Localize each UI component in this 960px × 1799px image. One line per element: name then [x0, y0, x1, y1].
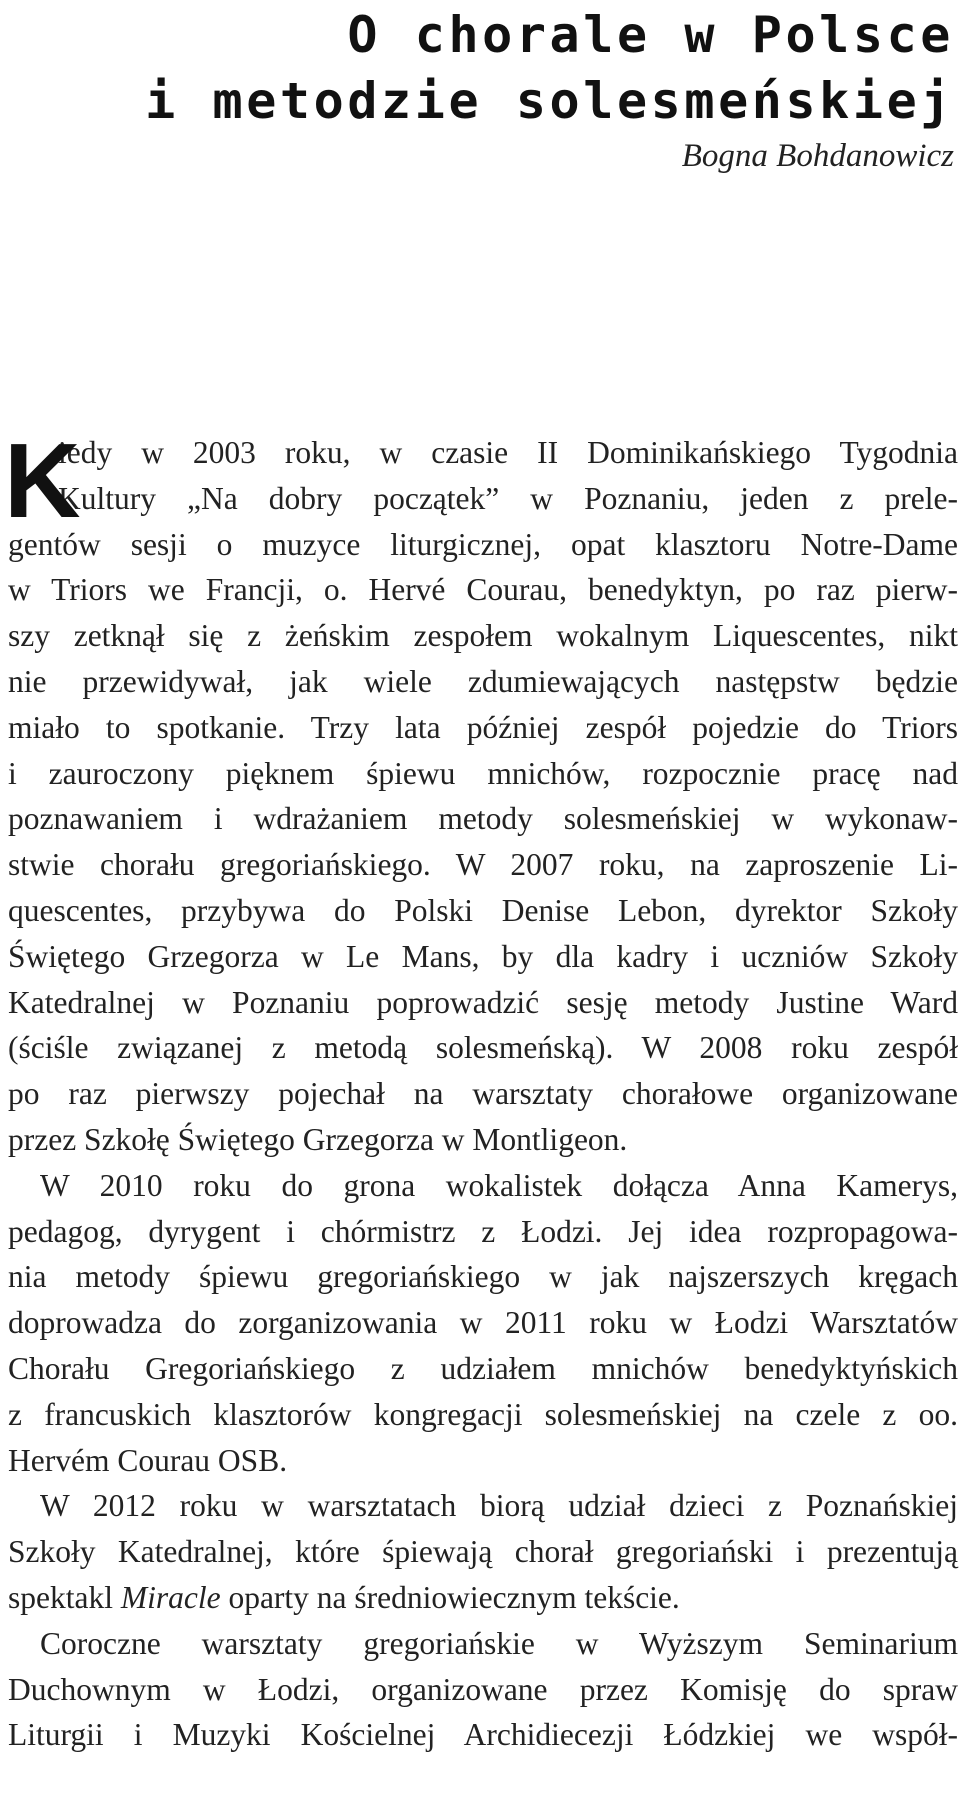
paragraph-4 [8, 1621, 958, 1758]
title-line: i metodzie solesmeńskiej [145, 72, 954, 130]
article-body [4, 422, 958, 1758]
text-line: Hervém Courau OSB. [8, 1442, 288, 1478]
italic-title: Miracle [120, 1579, 221, 1615]
text-line: stwie chorału gregoriańskiego. W 2007 roku, na zaproszenie Li- [8, 847, 958, 883]
article-title [145, 2, 954, 134]
text-line: W 2012 roku w warsztatach biorą udział dzieci z Poznańskiej [40, 1488, 958, 1524]
paragraph-2 [8, 1163, 958, 1484]
text-line: pedagog, dyrygent i chórmistrz z Łodzi. Jej idea rozpropagowa- [8, 1213, 958, 1249]
text-line [8, 1575, 958, 1621]
author-name: Bogna Bohdanowicz [681, 138, 954, 174]
text-line: iedy w 2003 roku, w czasie II Dominikańskiego Tygodnia [58, 435, 958, 470]
drop-cap: K [4, 422, 81, 540]
text-line: gentów sesji o muzyce liturgicznej, opat klasztoru Notre-Dame [8, 526, 958, 562]
text-line: Liturgii i Muzyki Kościelnej Archidiecezji Łódzkiej we współ- [8, 1717, 958, 1753]
text-line: i zauroczony pięknem śpiewu mnichów, rozpocznie pracę nad [8, 755, 958, 791]
text-line: Chorału Gregoriańskiego z udziałem mnichów benedyktyńskich [8, 1350, 958, 1386]
text-line: Szkoły Katedralnej, które śpiewają chorał gregoriański i prezentują [8, 1534, 958, 1570]
text-line: Duchownym w Łodzi, organizowane przez Komisję do spraw [8, 1671, 958, 1707]
paragraph-1 [8, 430, 958, 1163]
text-line: z francuskich klasztorów kongregacji solesmeńskiej na czele z oo. [8, 1396, 958, 1432]
text-line: quescentes, przybywa do Polski Denise Lebon, dyrektor Szkoły [8, 892, 958, 928]
text-line: miało to spotkanie. Trzy lata później zespół pojedzie do Triors [8, 709, 958, 745]
text-line: przez Szkołę Świętego Grzegorza w Montligeon. [8, 1121, 628, 1157]
text-line: Coroczne warsztaty gregoriańskie w Wyższym Seminarium [40, 1625, 958, 1661]
text-line: doprowadza do zorganizowania w 2011 roku w Łodzi Warsztatów [8, 1305, 958, 1341]
text-line: Kultury „Na dobry początek” w Poznaniu, jeden z prele- [58, 480, 958, 516]
title-line: O chorale w Polsce [347, 6, 954, 64]
text-line: Katedralnej w Poznaniu poprowadzić sesję metody Justine Ward [8, 984, 958, 1020]
text-line: w Triors we Francji, o. Hervé Courau, benedyktyn, po raz pierw- [8, 572, 958, 608]
text-segment: oparty na średniowiecznym tekście. [220, 1579, 680, 1615]
text-line: (ściśle związanej z metodą solesmeńską). W 2008 roku zespół [8, 1030, 958, 1066]
text-line: W 2010 roku do grona wokalistek dołącza Anna Kamerys, [40, 1167, 958, 1203]
text-line: nia metody śpiewu gregoriańskiego w jak najszerszych kręgach [8, 1259, 958, 1295]
paragraph-3 [8, 1483, 958, 1620]
text-line: po raz pierwszy pojechał na warsztaty chorałowe organizowane [8, 1076, 958, 1112]
text-line: Świętego Grzegorza w Le Mans, by dla kadry i uczniów Szkoły [8, 938, 958, 974]
text-line: szy zetknął się z żeńskim zespołem wokalnym Liquescentes, nikt [8, 618, 958, 654]
text-line: nie przewidywał, jak wiele zdumiewających następstw będzie [8, 663, 958, 699]
text-segment: spektakl [8, 1579, 121, 1615]
text-line: poznawaniem i wdrażaniem metody solesmeńskiej w wykonaw- [8, 801, 958, 837]
